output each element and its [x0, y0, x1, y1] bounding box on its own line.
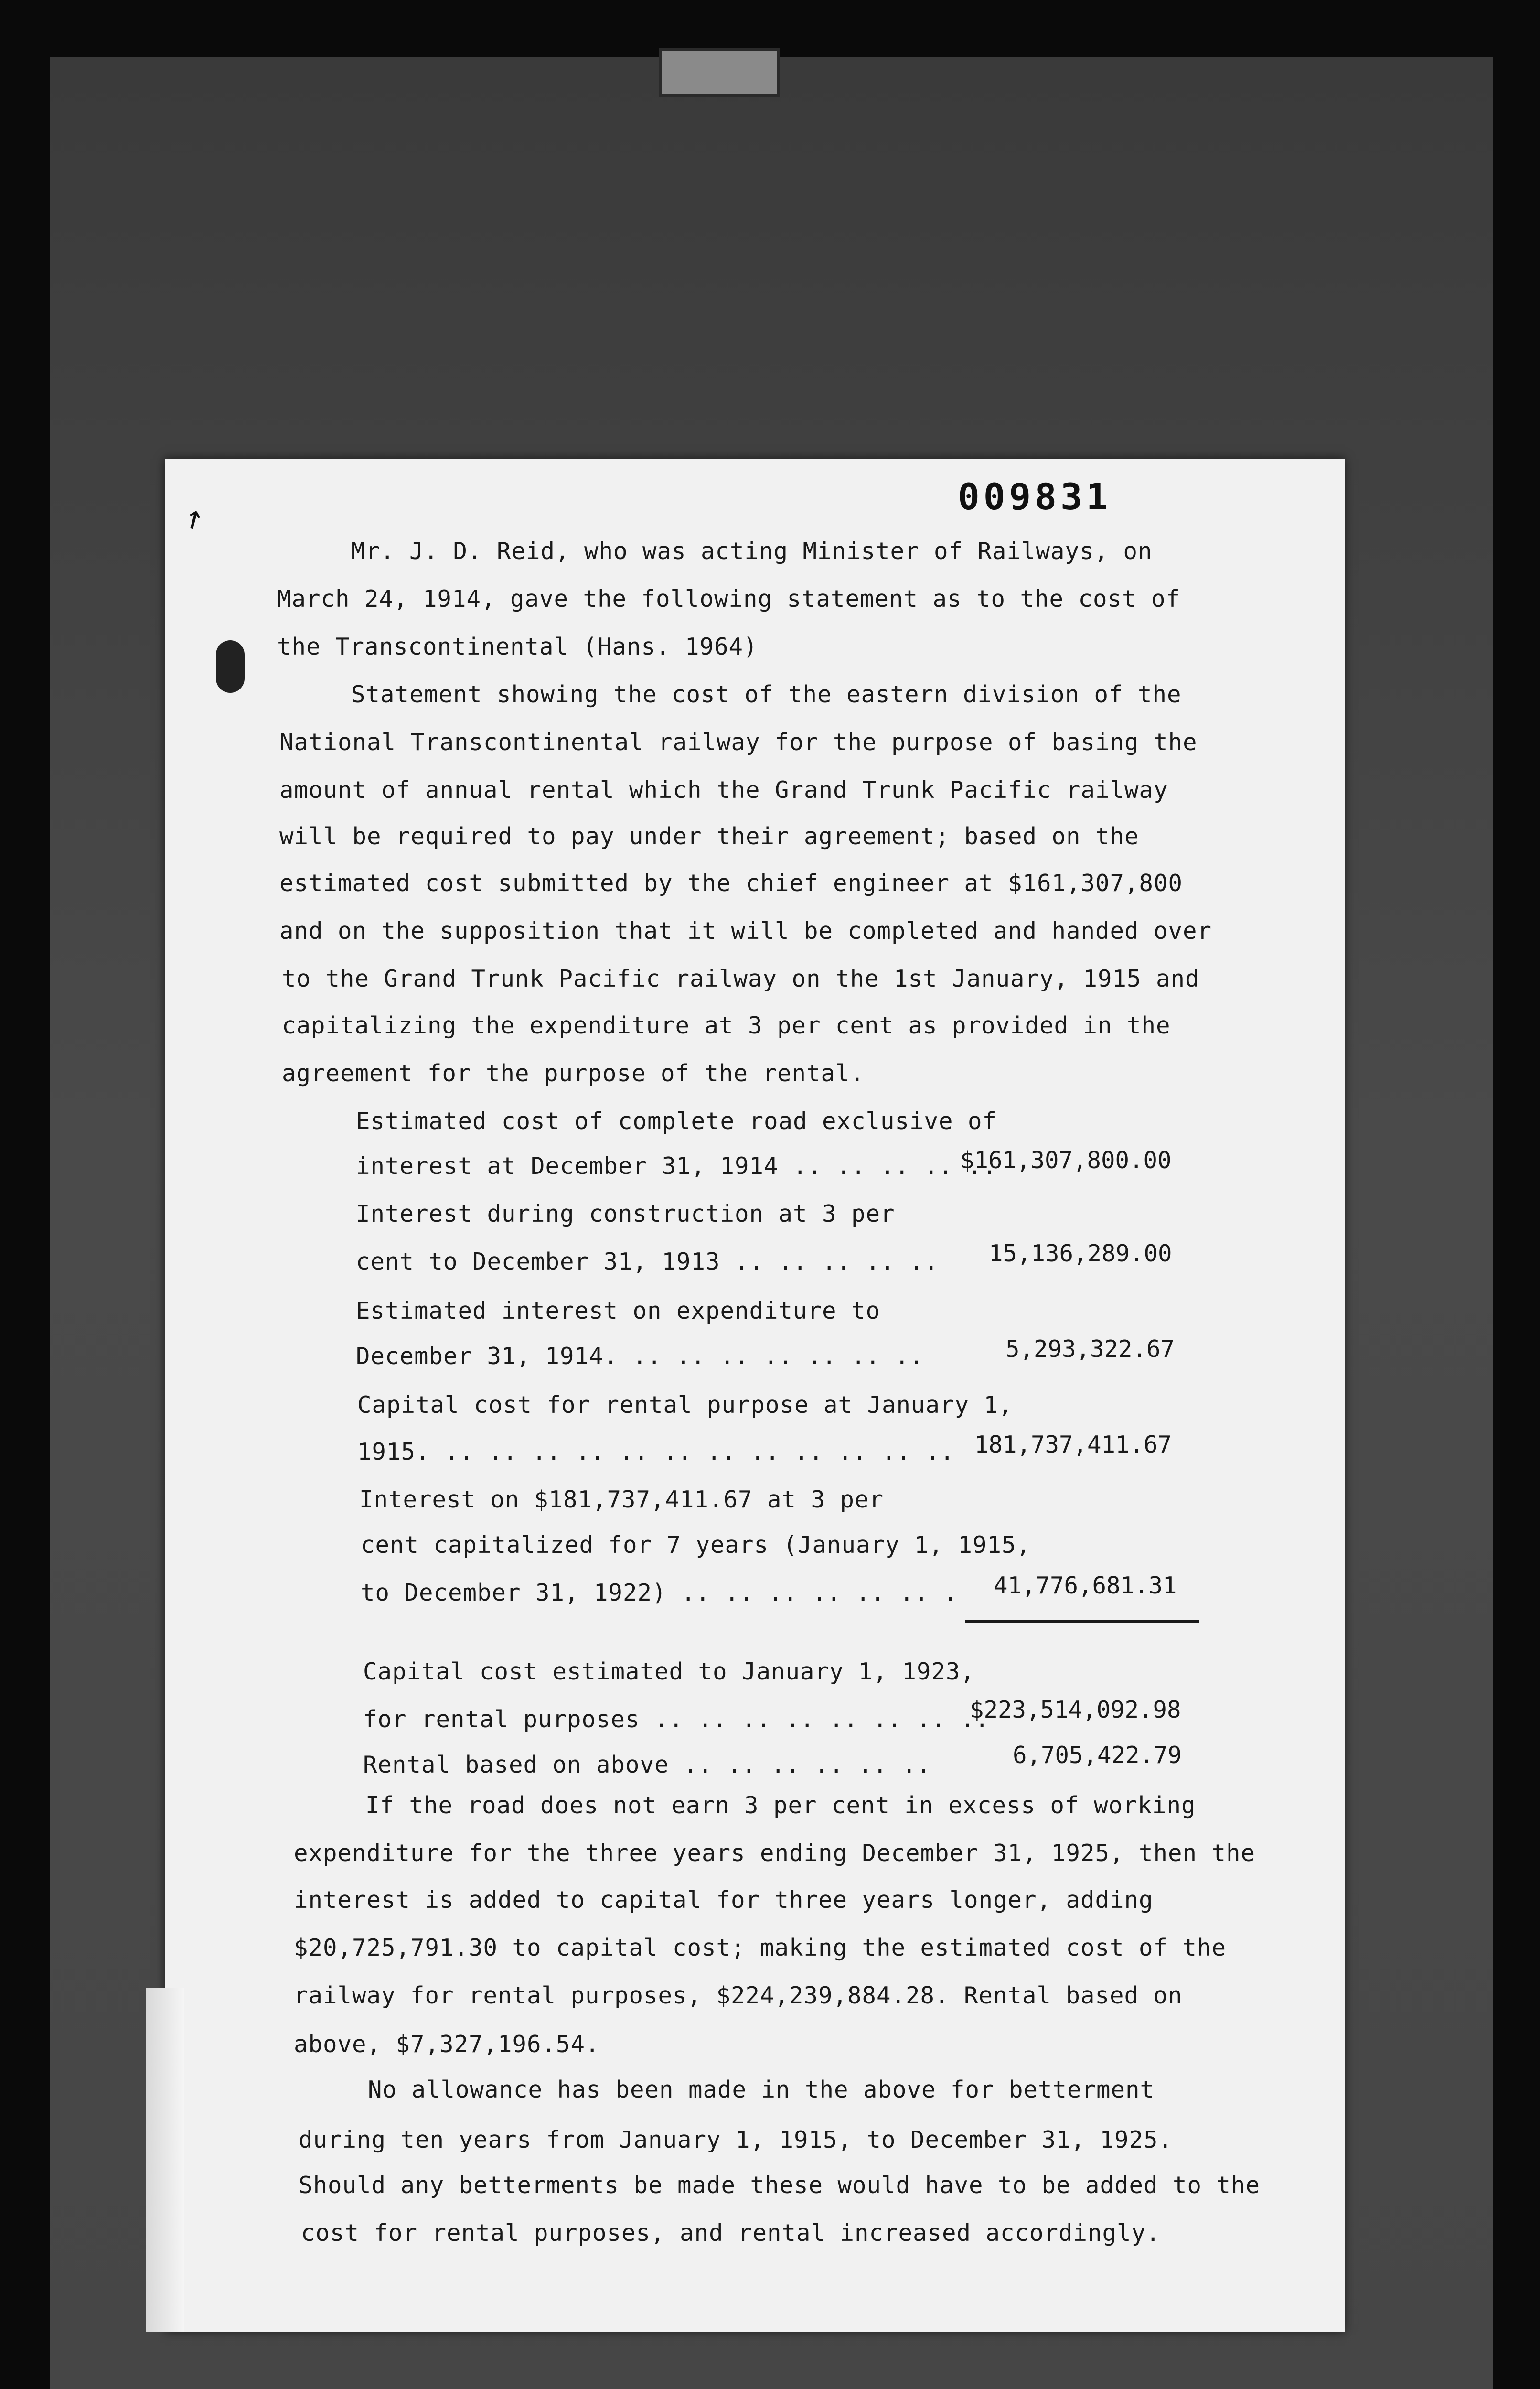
schedule-amount: 5,293,322.67 [1005, 1335, 1175, 1363]
binder-tab-mark [216, 640, 245, 693]
text-line: to the Grand Trunk Pacific railway on the 1st January, 1915 and [282, 965, 1200, 992]
schedule-amount: 6,705,422.79 [1013, 1742, 1182, 1769]
schedule-amount: $223,514,092.98 [970, 1696, 1181, 1723]
schedule-item: Capital cost for rental purpose at January 1, [357, 1391, 1013, 1419]
text-line: interest is added to capital for three years longer, adding [294, 1886, 1154, 1914]
schedule-amount: $161,307,800.00 [960, 1147, 1172, 1174]
text-line: above, $7,327,196.54. [294, 2031, 600, 2058]
text-line: will be required to pay under their agreement; based on the [279, 823, 1139, 850]
schedule-item: Interest on $181,737,411.67 at 3 per [359, 1486, 884, 1513]
schedule-item: Capital cost estimated to January 1, 1923, [363, 1658, 975, 1685]
schedule-item: cent capitalized for 7 years (January 1, 1915, [361, 1531, 1031, 1559]
text-line: cost for rental purposes, and rental increased accordingly. [301, 2219, 1161, 2247]
schedule-item: Interest during construction at 3 per [356, 1200, 895, 1227]
schedule-item: Estimated cost of complete road exclusive of [356, 1108, 997, 1135]
text-line: railway for rental purposes, $224,239,884.28. Rental based on [294, 1982, 1183, 2009]
text-line: Statement showing the cost of the eastern division of the [351, 681, 1182, 708]
schedule-item: for rental purposes .. .. .. .. .. .. .. .. [363, 1706, 990, 1733]
text-line: $20,725,791.30 to capital cost; making the estimated cost of the [294, 1934, 1227, 1961]
text-line: expenditure for the three years ending December 31, 1925, then the [294, 1840, 1256, 1867]
sum-rule [965, 1620, 1199, 1623]
text-line: March 24, 1914, gave the following statement as to the cost of [277, 585, 1181, 613]
schedule-item: cent to December 31, 1913 .. .. .. .. .. [356, 1248, 939, 1275]
schedule-item: to December 31, 1922) .. .. .. .. .. .. . [361, 1579, 958, 1606]
pencil-mark-icon: ↗ [173, 494, 210, 539]
schedule-amount: 41,776,681.31 [994, 1572, 1177, 1599]
text-line: amount of annual rental which the Grand Trunk Pacific railway [279, 776, 1168, 804]
text-line: agreement for the purpose of the rental. [282, 1060, 865, 1087]
schedule-amount: 181,737,411.67 [974, 1431, 1172, 1458]
text-line: and on the supposition that it will be completed and handed over [279, 917, 1212, 945]
schedule-item: December 31, 1914. .. .. .. .. .. .. .. [356, 1343, 924, 1370]
document-number: 009831 [958, 475, 1112, 518]
text-line: If the road does not earn 3 per cent in excess of working [365, 1792, 1196, 1819]
page-curl [146, 1988, 184, 2332]
text-line: capitalizing the expenditure at 3 per cent as provided in the [282, 1012, 1171, 1039]
text-line: Mr. J. D. Reid, who was acting Minister of Railways, on [351, 538, 1153, 565]
schedule-amount: 15,136,289.00 [989, 1240, 1172, 1267]
text-line: National Transcontinental railway for the purpose of basing the [279, 729, 1198, 756]
schedule-item: Rental based on above .. .. .. .. .. .. [363, 1751, 931, 1778]
mounting-clip [659, 48, 780, 97]
schedule-item: Estimated interest on expenditure to [356, 1297, 881, 1324]
text-line: during ten years from January 1, 1915, to December 31, 1925. [299, 2126, 1173, 2153]
text-line: the Transcontinental (Hans. 1964) [277, 633, 758, 660]
text-line: estimated cost submitted by the chief engineer at $161,307,800 [279, 870, 1183, 897]
text-line: No allowance has been made in the above for betterment [368, 2076, 1155, 2103]
schedule-item: interest at December 31, 1914 .. .. .. .. .. [356, 1152, 997, 1180]
schedule-item: 1915. .. .. .. .. .. .. .. .. .. .. .. .. [357, 1438, 955, 1465]
text-line: Should any betterments be made these would have to be added to the [299, 2172, 1261, 2199]
